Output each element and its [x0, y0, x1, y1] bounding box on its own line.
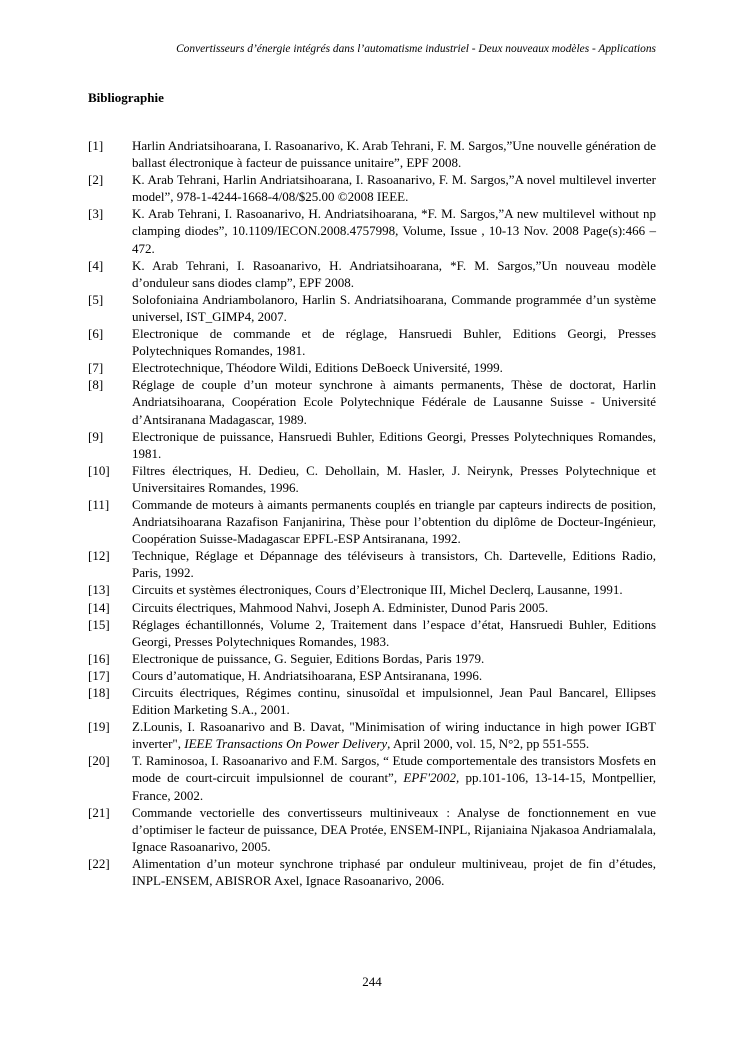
reference-segment: Electronique de puissance, G. Seguier, Editions Bordas, Paris 1979. — [132, 650, 485, 666]
reference-item — [88, 496, 656, 547]
reference-segment: Commande vectorielle des convertisseurs multiniveaux : Analyse de fonctionnement en vue d’optimiser le facteur de puissance, DEA Protée, ENSEM-INPL, Rijaniaina Njakasoa Andriamalala, Ignace Rasoanarivo, 2005. — [132, 804, 656, 854]
reference-item — [88, 257, 656, 291]
reference-text — [132, 257, 656, 291]
reference-number: [12] — [88, 548, 110, 564]
reference-segment: Electronique de puissance, Hansruedi Buhler, Editions Georgi, Presses Polytechniques Romandes, 1981. — [132, 428, 656, 461]
reference-number: [6] — [88, 326, 104, 342]
page-number: 244 — [362, 974, 382, 989]
reference-number: [1] — [88, 138, 104, 153]
reference-text — [132, 718, 656, 752]
reference-text — [132, 205, 656, 256]
reference-item — [88, 855, 656, 889]
reference-number: [15] — [88, 616, 110, 632]
reference-list — [88, 137, 656, 889]
reference-number: [11] — [88, 496, 110, 512]
reference-item — [88, 752, 656, 803]
reference-segment: pp.101-106, 13-14-15, Montpellier, France, 2002. — [132, 770, 657, 803]
reference-number: [5] — [88, 291, 104, 307]
reference-segment: Cours d’automatique, H. Andriatsihoarana, ESP Antsiranana, 1996. — [132, 667, 483, 683]
reference-text — [132, 752, 656, 803]
reference-number: [21] — [88, 804, 110, 820]
reference-segment: K. Arab Tehrani, I. Rasoanarivo, H. Andriatsihoarana, *F. M. Sargos,”Un nouveau modèle d’onduleur sans diodes clamp”, EPF 2008. — [132, 257, 656, 290]
reference-text — [132, 616, 656, 650]
reference-segment: Réglage de couple d’un moteur synchrone à aimants permanents, Thèse de doctorat, Harlin Andriatsihoarana, Coopération Ecole Polytechnique Fédérale de Lausanne Suisse - Université d’Antsiranana Madagascar, 1989. — [132, 377, 656, 427]
reference-segment: Réglages échantillonnés, Volume 2, Traitement dans l’espace d’état, Hansruedi Buhler, Editions Georgi, Presses Polytechniques Romandes, 1983. — [132, 616, 656, 649]
reference-segment: Z.Lounis, I. Rasoanarivo and B. Davat, "Minimisation of wiring inductance in high power IGBT inverter", — [132, 719, 656, 752]
reference-text — [132, 855, 656, 889]
section-title: Bibliographie — [88, 90, 164, 105]
reference-number: [4] — [88, 257, 104, 273]
reference-segment: K. Arab Tehrani, Harlin Andriatsihoarana, I. Rasoanarivo, F. M. Sargos,”A novel multilevel inverter model”, 978-1-4244-1668-4/08/$25.00 ©2008 IEEE. — [132, 172, 656, 205]
reference-item — [88, 718, 656, 752]
reference-number: [8] — [88, 377, 104, 393]
reference-item — [88, 462, 656, 496]
reference-number: [10] — [88, 462, 110, 478]
reference-segment: Alimentation d’un moteur synchrone triphasé par onduleur multiniveau, projet de fin d’études, INPL-ENSEM, ABISROR Axel, Ignace Rasoanarivo, 2006. — [132, 855, 656, 889]
reference-item — [88, 599, 656, 616]
reference-item — [88, 581, 656, 598]
reference-italic-segment: IEEE Transactions On Power Delivery — [184, 736, 388, 752]
reference-item — [88, 137, 656, 171]
reference-segment: Circuits électriques, Mahmood Nahvi, Joseph A. Edminister, Dunod Paris 2005. — [132, 599, 549, 615]
reference-segment: Circuits électriques, Régimes continu, sinusoïdal et impulsionnel, Jean Paul Bancarel, Ellipses Edition Marketing S.A., 2001. — [132, 685, 656, 718]
reference-number: [19] — [88, 719, 110, 735]
reference-segment: Commande de moteurs à aimants permanents couplés en triangle par capteurs indirects de position, Andriatsihoarana Razafison Fanjanirina, Thèse pour l’obtention du diplôme de Docteur-Ingénieur, Coopération Suisse-Madagascar EPFL-ESP Antsiranana, 1992. — [132, 496, 656, 547]
reference-text — [132, 684, 656, 718]
reference-text — [132, 599, 656, 616]
reference-segment: Electrotechnique, Théodore Wildi, Editions DeBoeck Université, 1999. — [132, 360, 503, 376]
reference-number: [16] — [88, 650, 110, 666]
reference-segment: Harlin Andriatsihoarana, I. Rasoanarivo, K. Arab Tehrani, F. M. Sargos,”Une nouvelle génération de ballast électronique à facteur de puissance unitaire”, EPF 2008. — [132, 138, 656, 171]
reference-text — [132, 650, 656, 667]
reference-number: [9] — [88, 428, 104, 444]
reference-item — [88, 205, 656, 256]
reference-segment: Solofoniaina Andriambolanoro, Harlin S. Andriatsihoarana, Commande programmée d’un système universel, IST_GIMP4, 2007. — [132, 291, 656, 324]
reference-number: [17] — [88, 667, 110, 683]
reference-text — [132, 804, 656, 855]
reference-number: [22] — [88, 855, 110, 871]
reference-segment: Technique, Réglage et Dépannage des téléviseurs à transistors, Ch. Dartevelle, Editions Radio, Paris, 1992. — [132, 548, 656, 581]
reference-text — [132, 428, 656, 462]
reference-segment: Filtres électriques, H. Dedieu, C. Dehollain, M. Hasler, J. Neirynk, Presses Polytechnique et Universitaires Romandes, 1996. — [132, 462, 656, 495]
reference-item — [88, 171, 656, 205]
reference-item — [88, 291, 656, 325]
reference-text — [132, 667, 656, 684]
reference-segment: Electronique de commande et de réglage, Hansruedi Buhler, Editions Georgi, Presses Polytechniques Romandes, 1981. — [132, 326, 656, 359]
reference-number: [7] — [88, 360, 104, 376]
reference-text — [132, 496, 656, 547]
reference-number: [18] — [88, 685, 110, 700]
reference-item — [88, 804, 656, 855]
reference-text — [132, 581, 656, 598]
reference-number: [13] — [88, 582, 110, 598]
reference-text — [132, 359, 656, 376]
reference-italic-segment: EPF'2002, — [403, 770, 460, 786]
reference-segment: K. Arab Tehrani, I. Rasoanarivo, H. Andriatsihoarana, *F. M. Sargos,”A new multilevel without np clamping diodes”, 10.1109/IECON.2008.4757998, Volume, Issue , 10-13 Nov. 2008 Page(s):466 – 472. — [132, 206, 656, 256]
reference-segment: Circuits et systèmes électroniques, Cours d’Electronique III, Michel Declerq, Lausanne, 1991. — [132, 582, 623, 598]
reference-number: [20] — [88, 753, 110, 769]
reference-segment: T. Raminosoa, I. Rasoanarivo and F.M. Sargos, “ Etude comportementale des transistors Mosfets en mode de court-circuit impulsionnel de courant”, — [132, 753, 656, 786]
reference-text — [132, 171, 656, 205]
reference-number: [14] — [88, 599, 110, 615]
reference-number: [2] — [88, 172, 104, 188]
reference-text — [132, 376, 656, 427]
reference-number: [3] — [88, 206, 104, 222]
reference-item — [88, 428, 656, 462]
reference-text — [132, 325, 656, 359]
reference-segment: , April 2000, vol. 15, N°2, pp 551-555. — [387, 736, 590, 752]
running-header: Convertisseurs d’énergie intégrés dans l’automatisme industriel - Deux nouveaux modèles - Applications — [176, 43, 656, 55]
reference-text — [132, 462, 656, 496]
reference-text — [132, 547, 656, 581]
reference-item — [88, 376, 656, 427]
reference-item — [88, 547, 656, 581]
reference-text — [132, 291, 656, 325]
reference-item — [88, 650, 656, 667]
reference-item — [88, 667, 656, 684]
reference-item — [88, 325, 656, 359]
reference-text — [132, 137, 656, 171]
reference-item — [88, 684, 656, 718]
reference-item — [88, 359, 656, 376]
reference-item — [88, 616, 656, 650]
